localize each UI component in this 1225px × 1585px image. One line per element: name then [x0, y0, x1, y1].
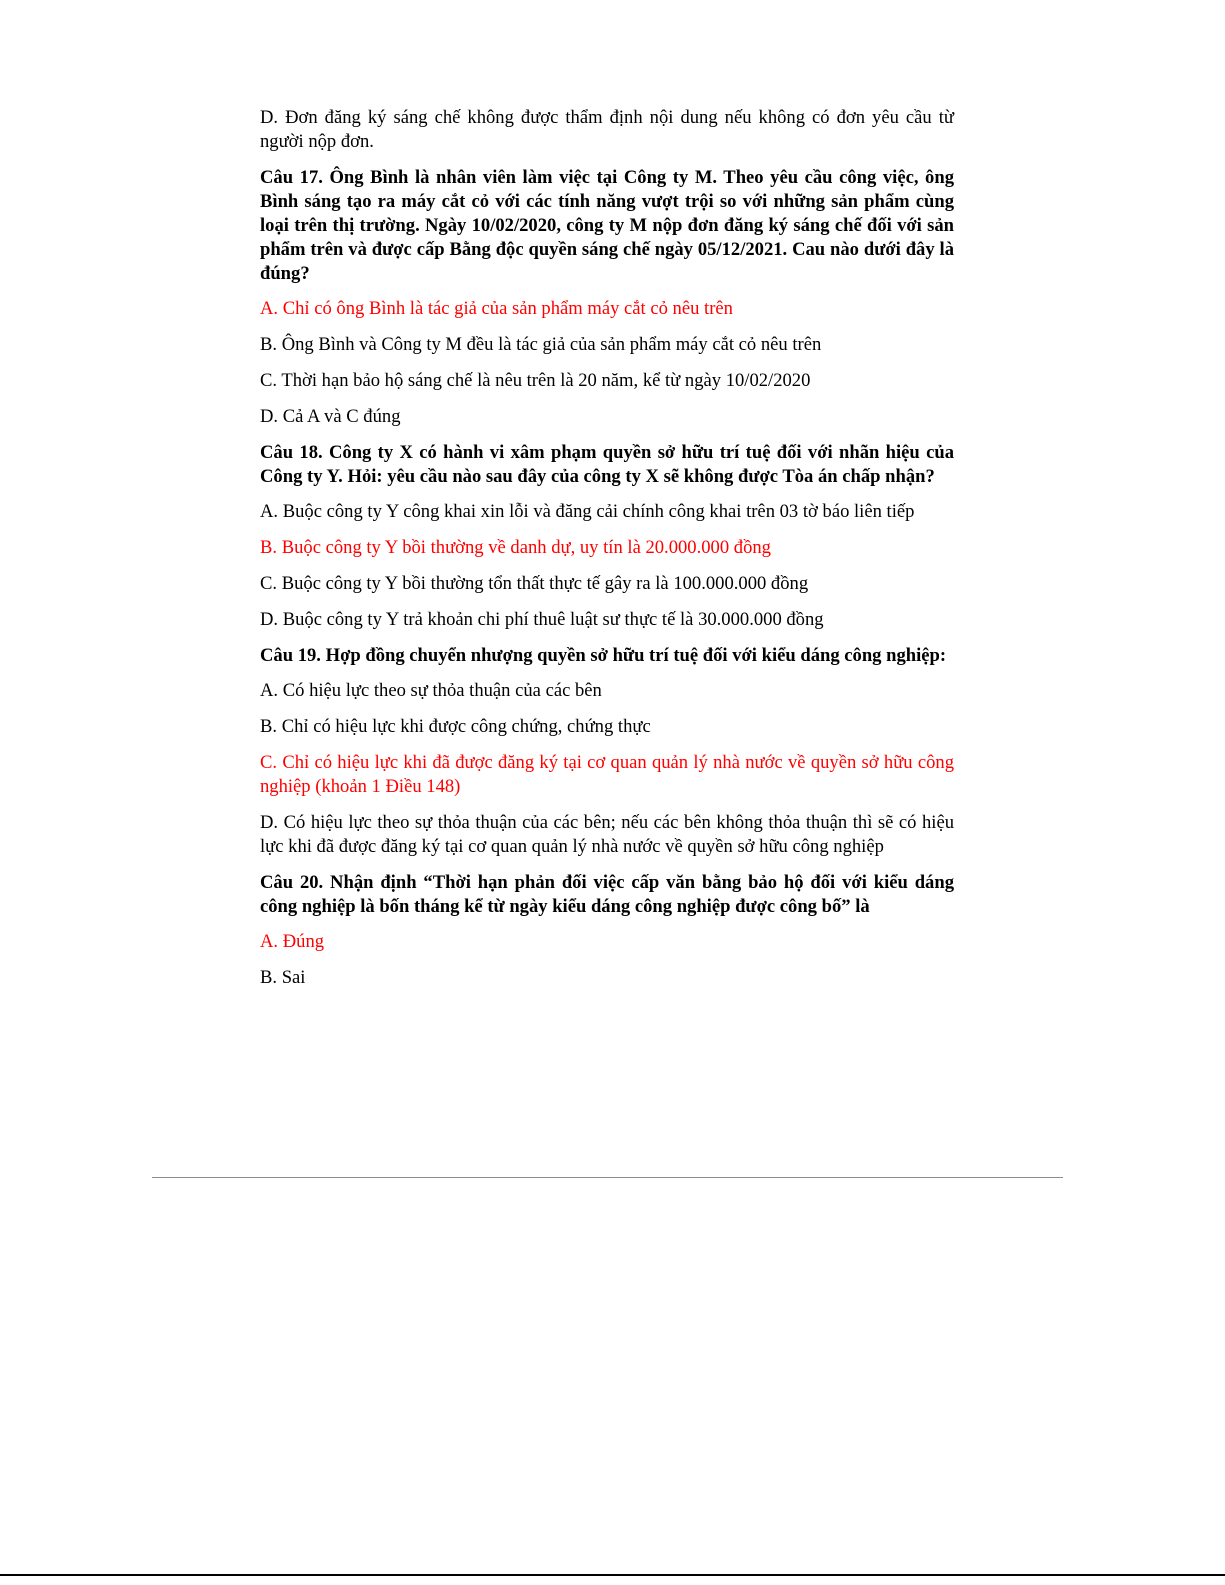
question-18-option-a: A. Buộc công ty Y công khai xin lỗi và đăng cải chính công khai trên 03 tờ báo liên tiếp [260, 501, 915, 522]
question-20-option-b: B. Sai [260, 967, 306, 988]
question-block-17 [260, 166, 954, 429]
question-19-option-b: B. Chỉ có hiệu lực khi được công chứng, chứng thực [260, 716, 651, 737]
question-18-text: Câu 18. Công ty X có hành vi xâm phạm quyền sở hữu trí tuệ đối với nhãn hiệu của Công ty Y. Hỏi: yêu cầu nào sau đây của công ty X sẽ không được Tòa án chấp nhận? [260, 442, 954, 487]
page-bottom-edge [0, 1574, 1225, 1576]
question-19-option-d: D. Có hiệu lực theo sự thỏa thuận của các bên; nếu các bên không thỏa thuận thì sẽ có hiệu lực khi đã được đăng ký tại cơ quan quản lý nhà nước về quyền sở hữu công nghiệp [260, 812, 954, 857]
question-19-text: Câu 19. Hợp đồng chuyển nhượng quyền sở hữu trí tuệ đối với kiểu dáng công nghiệp: [260, 645, 947, 666]
question-block-19 [260, 644, 954, 859]
question-20-text: Câu 20. Nhận định “Thời hạn phản đối việc cấp văn bằng bảo hộ đối với kiểu dáng công nghiệp là bốn tháng kể từ ngày kiểu dáng công nghiệp được công bố” là [260, 872, 954, 917]
question-19-option-a: A. Có hiệu lực theo sự thỏa thuận của các bên [260, 680, 602, 701]
question-18-option-b: B. Buộc công ty Y bồi thường về danh dự, uy tín là 20.000.000 đồng [260, 537, 771, 558]
question-17-option-b: B. Ông Bình và Công ty M đều là tác giả của sản phẩm máy cắt cỏ nêu trên [260, 334, 822, 355]
page-footer-divider [152, 1177, 1063, 1178]
question-17-text: Câu 17. Ông Bình là nhân viên làm việc tại Công ty M. Theo yêu cầu công việc, ông Bình sáng tạo ra máy cắt cỏ với các tính năng vượt trội so với những sản phẩm cùng loại trên thị trường. Ngày 10/02/2020, công ty M nộp đơn đăng ký sáng chế đối với sản phẩm trên và được cấp Bằng độc quyền sáng chế ngày 05/12/2021. Cau nào dưới đây là đúng? [260, 167, 954, 284]
question-18-option-c: C. Buộc công ty Y bồi thường tổn thất thực tế gây ra là 100.000.000 đồng [260, 573, 809, 594]
question-block-18 [260, 441, 954, 632]
intro-option: D. Đơn đăng ký sáng chế không được thẩm định nội dung nếu không có đơn yêu cầu từ người nộp đơn. [260, 107, 954, 152]
question-17-option-a: A. Chỉ có ông Bình là tác giả của sản phẩm máy cắt cỏ nêu trên [260, 298, 733, 319]
question-block-20 [260, 871, 954, 990]
question-20-option-a: A. Đúng [260, 931, 325, 952]
question-19-option-c: C. Chỉ có hiệu lực khi đã được đăng ký tại cơ quan quản lý nhà nước về quyền sở hữu công nghiệp (khoản 1 Điều 148) [260, 752, 954, 797]
document-body [260, 106, 954, 1002]
question-17-option-d: D. Cả A và C đúng [260, 406, 401, 427]
question-17-option-c: C. Thời hạn bảo hộ sáng chế là nêu trên là 20 năm, kể từ ngày 10/02/2020 [260, 370, 811, 391]
question-18-option-d: D. Buộc công ty Y trả khoản chi phí thuê luật sư thực tế là 30.000.000 đồng [260, 609, 824, 630]
